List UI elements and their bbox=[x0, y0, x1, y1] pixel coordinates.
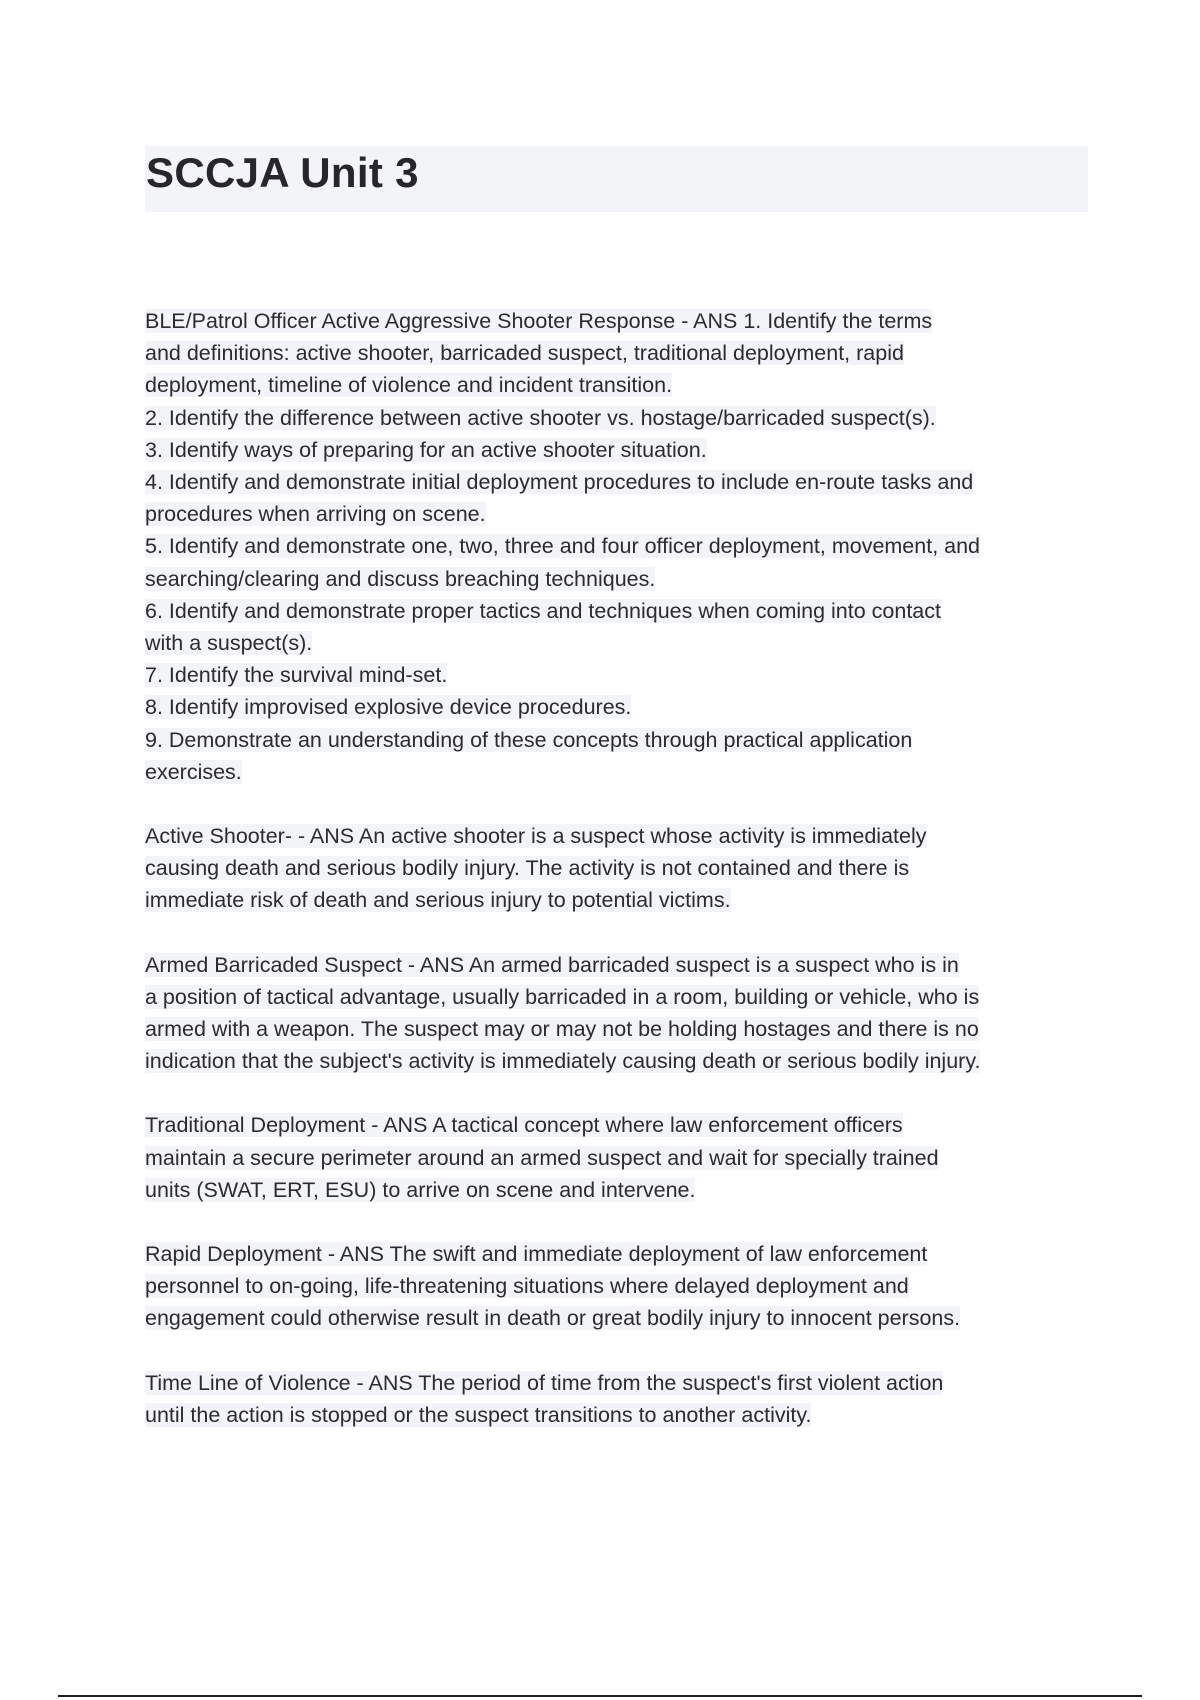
text-line-content: 3. Identify ways of preparing for an active shooter situation. bbox=[145, 437, 707, 462]
text-line bbox=[145, 852, 1090, 884]
text-line bbox=[145, 1013, 1090, 1045]
text-line bbox=[145, 595, 1090, 627]
text-line bbox=[145, 498, 1090, 530]
qa-entry bbox=[145, 1367, 1090, 1431]
text-line-content: Armed Barricaded Suspect - ANS An armed barricaded suspect is a suspect who is in bbox=[145, 952, 959, 977]
qa-entry bbox=[145, 820, 1090, 917]
text-line-content: exercises. bbox=[145, 759, 242, 784]
text-line-content: 8. Identify improvised explosive device procedures. bbox=[145, 695, 632, 720]
text-line-content: BLE/Patrol Officer Active Aggressive Shooter Response - ANS 1. Identify the terms bbox=[145, 309, 933, 333]
text-line bbox=[145, 369, 1090, 401]
text-line bbox=[145, 691, 1090, 723]
text-line-content: searching/clearing and discuss breaching techniques. bbox=[145, 566, 656, 591]
text-line bbox=[145, 402, 1090, 434]
text-line bbox=[145, 756, 1090, 788]
text-line bbox=[145, 1302, 1090, 1334]
text-line bbox=[145, 1367, 1090, 1399]
text-line-content: indication that the subject's activity is immediately causing death or serious bodily injury. bbox=[145, 1049, 981, 1074]
qa-entry bbox=[145, 1109, 1090, 1206]
text-line-content: procedures when arriving on scene. bbox=[145, 502, 486, 527]
text-line-content: maintain a secure perimeter around an armed suspect and wait for specially trained bbox=[145, 1145, 939, 1170]
text-line bbox=[145, 820, 1090, 852]
text-line-content: 9. Demonstrate an understanding of these concepts through practical application bbox=[145, 727, 913, 752]
text-line-content: Traditional Deployment - ANS A tactical concept where law enforcement officers bbox=[145, 1113, 903, 1138]
text-line-content: a position of tactical advantage, usually barricaded in a room, building or vehicle, who is bbox=[145, 984, 980, 1009]
qa-entry bbox=[145, 305, 1090, 788]
qa-entry bbox=[145, 1238, 1090, 1335]
text-line bbox=[145, 563, 1090, 595]
text-line bbox=[145, 659, 1090, 691]
text-line-content: 7. Identify the survival mind-set. bbox=[145, 663, 448, 688]
text-line bbox=[145, 724, 1090, 756]
footer-divider bbox=[58, 1695, 1142, 1697]
text-line bbox=[145, 1399, 1090, 1431]
text-line bbox=[145, 337, 1090, 369]
text-line-content: Time Line of Violence - ANS The period of time from the suspect's first violent action bbox=[145, 1370, 944, 1395]
text-line-content: immediate risk of death and serious injury to potential victims. bbox=[145, 888, 731, 913]
text-line bbox=[145, 949, 1090, 981]
text-line bbox=[145, 1270, 1090, 1302]
text-line bbox=[145, 466, 1090, 498]
page-title: SCCJA Unit 3 bbox=[146, 149, 419, 196]
text-line bbox=[145, 434, 1090, 466]
text-line bbox=[145, 530, 1090, 562]
text-line-content: 5. Identify and demonstrate one, two, three and four officer deployment, movement, and bbox=[145, 534, 981, 559]
text-line-content: with a suspect(s). bbox=[145, 631, 313, 656]
text-line-content: causing death and serious bodily injury. The activity is not contained and there is bbox=[145, 856, 910, 881]
text-line-content: 2. Identify the difference between active shooter vs. hostage/barricaded suspect(s). bbox=[145, 405, 936, 430]
text-line-content: and definitions: active shooter, barricaded suspect, traditional deployment, rapid bbox=[145, 341, 904, 366]
text-line-content: engagement could otherwise result in death or great bodily injury to innocent persons. bbox=[145, 1306, 961, 1331]
text-line-content: Active Shooter- - ANS An active shooter is a suspect whose activity is immediately bbox=[145, 824, 927, 849]
text-line bbox=[145, 1238, 1090, 1270]
text-line-content: deployment, timeline of violence and incident transition. bbox=[145, 373, 673, 398]
document-body bbox=[145, 305, 1090, 1463]
text-line bbox=[145, 884, 1090, 916]
text-line bbox=[145, 305, 1090, 337]
text-line-content: 4. Identify and demonstrate initial deployment procedures to include en-route tasks and bbox=[145, 470, 974, 495]
text-line-content: units (SWAT, ERT, ESU) to arrive on scene and intervene. bbox=[145, 1177, 696, 1202]
text-line bbox=[145, 981, 1090, 1013]
text-line bbox=[145, 1045, 1090, 1077]
text-line bbox=[145, 1174, 1090, 1206]
text-line bbox=[145, 1109, 1090, 1141]
text-line-content: Rapid Deployment - ANS The swift and immediate deployment of law enforcement bbox=[145, 1242, 928, 1267]
text-line-content: until the action is stopped or the suspect transitions to another activity. bbox=[145, 1402, 812, 1427]
text-line bbox=[145, 627, 1090, 659]
text-line-content: 6. Identify and demonstrate proper tactics and techniques when coming into contact bbox=[145, 598, 941, 623]
text-line-content: personnel to on-going, life-threatening situations where delayed deployment and bbox=[145, 1274, 909, 1299]
text-line bbox=[145, 1142, 1090, 1174]
qa-entry bbox=[145, 949, 1090, 1078]
text-line-content: armed with a weapon. The suspect may or may not be holding hostages and there is no bbox=[145, 1017, 979, 1042]
